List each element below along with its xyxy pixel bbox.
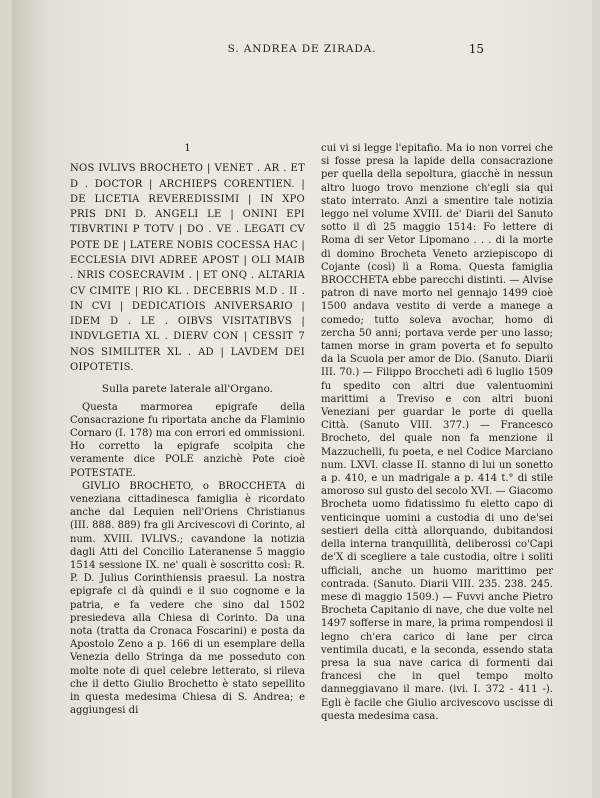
inscription-text: NOS IVLIVS BROCHETO | VENET . AR . ET D . DOCTOR | ARCHIEPS CORENTIEN. | DE LICETIA REVEREDISSIMI | IN XPO PRIS DNI D. ANGELI LE | ONINI EPI TIBVRTINI P TOTV | DO . VE . LEGATI CV POTE DE | LATERE NOBIS COCESSA HAC | ECCLESIA DIVI ADREE APOST | OLI MAIB . NRIS COSECRAVIM . | ET ONQ . ALTARIA CV CIMITE | RIO KL . DECEBRIS M.D . II . IN CVI | DEDICATIOIS ANIVERSARIO | IDEM D . LE . OIBVS VISITATIBVS | INDVLGETIA XL . DIERV CON | CESSIT 7 NOS SIMILITER XL . AD | LAVDEM DEI OIPOTETIS. (70, 163, 305, 374)
running-title: S. ANDREA DE ZIRADA. (227, 43, 377, 55)
left-column (70, 142, 305, 717)
commentary-paragraph-3: cui vi si legge l'epitafio. Ma io non vorrei che si fosse presa la lapide della consacrazione per quella della sepoltura, giacchè in nessun altro luogo trovo menzione ch'egli sia qui stato interrato. Anzi a smentire tale notizia leggo nel volume XVIII. de' Diarii del Sanuto sotto il dì 25 maggio 1514: Fo lettere di Roma di ser Vetor Lipomano . . . di la morte di domino Brocheta Veneto arziepiscopo di Cojante (così) lì a Roma. Questa famiglia BROCCHETA ebbe parecchi distinti. — Alvise patron di nave morto nel gennajo 1499 cioè 1500 andava vestito di verde a manege a comedo; tutto soleva avochar, homo di zercha 50 anni; portava verde per uno lasso; tamen morse in gram poverta et fo sepulto da la Scuola per amor de Dio. (Sanuto. Diarii III. 70.) — Filippo Broccheti adì 6 luglio 1509 fu spedito con altri due valentuomini marittimi a Treviso e con altri buoni Veneziani per guardar le porte di quella Città. (Sanuto VIII. 377.) — Francesco Brocheto, del quale non fa menzione il Mazzuchelli, fu poeta, e nel Codice Marciano num. LXVI. classe II. stanno di lui un sonetto a p. 410, e un madrigale a p. 414 t.° di stile amoroso sul gusto del secolo XVI. — Giacomo Brocheta uomo fidatissimo fu eletto capo di venticinque uomini a custodia di uno de'sei sestieri della città allorquando, dubitandosi della interna tranquillità, deliberossi co'Capi de'X di scegliere a tale custodia, oltre i soliti ufficiali, anche un huomo marittimo per contrada. (Sanuto. Diarii VIII. 235. 238. 245. mese di maggio 1509.) — Fuvvi anche Pietro Brocheta Capitanio di nave, che due volte nel 1497 sofferse in mare, la prima rompendosi il legno ch'era carico di lane per circa ventimila ducati, e la seconda, essendo stata presa la sua nave carica di formenti dai francesi che in quel tempo molto danneggiavano il mare. (ivi. I. 372 - 411 -). Egli è facile che Giulio arcivescovo uscisse di questa medesima casa. (321, 143, 553, 722)
right-column (321, 142, 553, 723)
page-number: 15 (468, 42, 484, 56)
section-number: 1 (184, 143, 191, 154)
commentary-paragraph-1: Questa marmorea epigrafe della Consacrazione fu riportata anche da Flaminio Cornaro (I. 178) ma con errori ed ommissioni. Ho corretto la epigrafe scolpita che veramente dice POLE anzichè Pote cioè POTESTATE. (70, 401, 305, 479)
subheading: Sulla parete laterale all'Organo. (101, 383, 274, 396)
commentary-paragraph-2: GIVLIO BROCHETO, o BROCCHETA di veneziana cittadinesca famiglia è ricordato anche dal Lequien nell'Oriens Christianus (III. 888. 889) fra gli Arcivescovi di Corinto, al num. XVIII. IVLIVS.; cavandone la notizia dagli Atti del Concilio Lateranense 5 maggio 1514 sessione IX. ne' quali è soscritto così: R. P. D. Julius Corinthiensis praesul. La nostra epigrafe ci dà quindi e il suo cognome e la patria, e fa vedere che sino dal 1502 presiedeva alla Chiesa di Corinto. Da una nota (tratta da Cronaca Foscarini) e posta da Apostolo Zeno a p. 166 di un esemplare della Venezia dello Stringa da me posseduto con molte note di quel celebre letterato, si rileva che il detto Giulio Brochetto è stato sepellito in questa medesima Chiesa di S. Andrea; e aggiungesi di (70, 480, 305, 717)
book-page (12, 0, 592, 798)
